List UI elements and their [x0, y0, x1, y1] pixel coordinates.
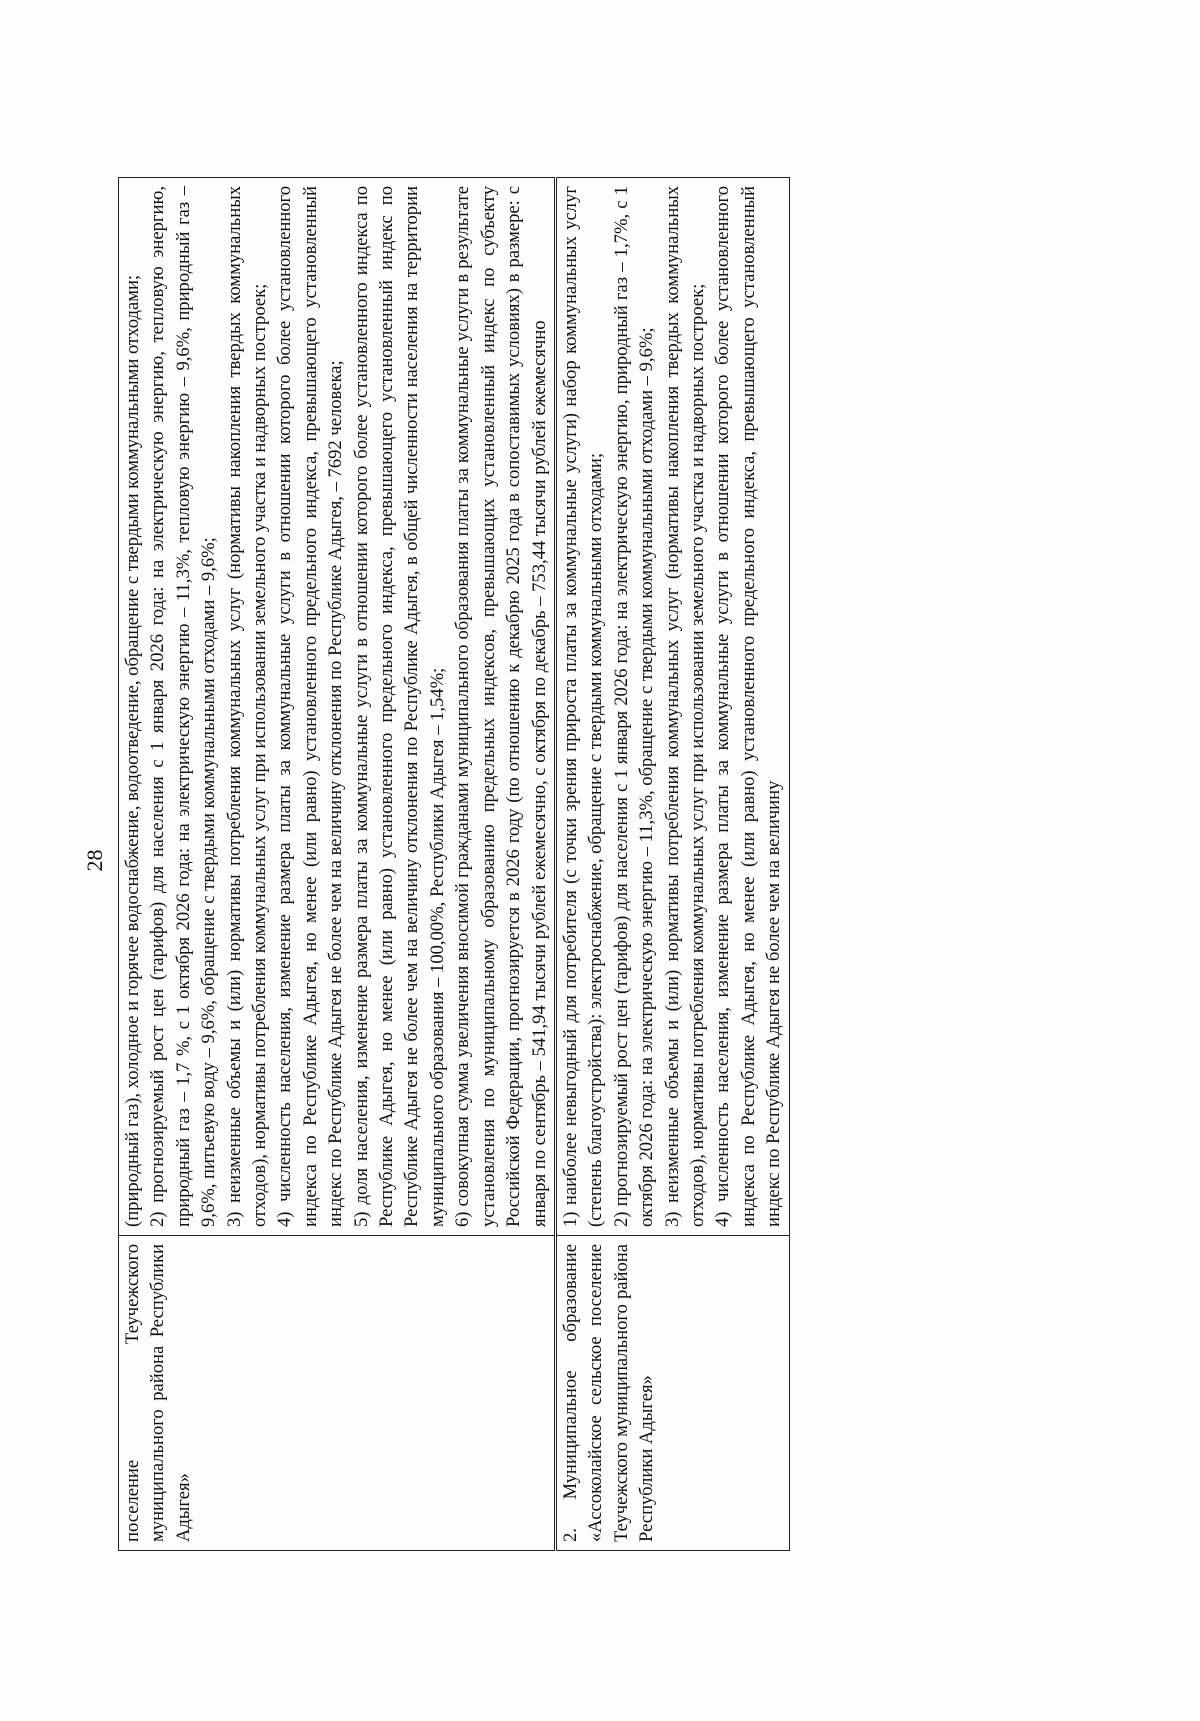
list-item: 4) численность населения, изменение размера платы за коммунальные услуги в отношении которого более установленного индекса по Республике Адыгея, но менее (или равно) установленного предельного индекса, превышающего установленный индекс по Республике Адыгея не более чем на величину [712, 186, 785, 1227]
document-table [118, 177, 790, 1551]
list-item: 1) наиболее невыгодный для потребителя (с точки зрения прироста платы за коммунальные услуги) набор коммунальных услуг (степень благоустройства): электроснабжение, обращение с твердыми коммунальными отходами; [559, 186, 607, 1227]
list-item: 2) прогнозируемый рост цен (тарифов) для населения с 1 января 2026 года: на электрическую энергию, природный газ – 1,7%, с 1 октября 2026 года: на электрическую энергию – 11,3%, обращение с твердыми коммунальными отходами – 9,6%; [610, 186, 658, 1227]
table-row [555, 178, 789, 1551]
list-item: 3) неизменные объемы и (или) нормативы потребления коммунальных услуг (нормативы накопления твердых коммунальных отходов), нормативы потребления коммунальных услуг при использовании земельного участка и надворных построек; [661, 186, 708, 1227]
list-item: 2) прогнозируемый рост цен (тарифов) для населения с 1 января 2026 года: на электрическую энергию, тепловую энергию, природный газ – 1,7 %, с 1 октября 2026 года: на электрическую энергию – 11,3%, тепловую энергию – 9,6%, природный газ – 9,6%, питьевую воду – 9,6%, обращение с твердыми коммунальными отходами – 9,6%; [147, 186, 220, 1227]
table-row [119, 178, 556, 1551]
list-item: 3) неизменные объемы и (или) нормативы потребления коммунальных услуг (нормативы накопления твердых коммунальных отходов), нормативы потребления коммунальных услуг при использовании земельного участка и надворных построек; [223, 186, 271, 1227]
municipality-cell: 2. Муниципальное образование «Ассоколайское сельское поселение Теучежского муниципального района Республики Адыгея» [555, 1236, 789, 1551]
list-item: 5) доля населения, изменение размера платы за коммунальные услуги в отношении которого более установленного индекса по Республике Адыгея, но менее (или равно) установленного предельного индекса, превышающего установленный индекс по Республике Адыгея не более чем на величину отклонения по Республике Адыгея, в общей численности населения на территории муниципального образования – 100,00%, Республики Адыгея – 1,54%; [350, 186, 448, 1227]
list-item: 4) численность населения, изменение размера платы за коммунальные услуги в отношении которого более установленного индекса по Республике Адыгея, но менее (или равно) установленного предельного индекса, превышающего установленный индекс по Республике Адыгея не более чем на величину отклонения по Республике Адыгея, – 7692 человека; [274, 186, 347, 1227]
details-cell [119, 178, 556, 1236]
list-item: 6) совокупная сумма увеличения вносимой гражданами муниципального образования платы за коммунальные услуги в результате установления по муниципальному образованию предельных индексов, превышающих установленный индекс по субъекту Российской Федерации, прогнозируется в 2026 году (по отношению к декабрю 2025 года в сопоставимых условиях) в размере: с января по сентябрь – 541,94 тысячи рублей ежемесячно, с октября по декабрь – 753,44 тысячи рублей ежемесячно [452, 186, 550, 1227]
list-item: (природный газ), холодное и горячее водоснабжение, водоотведение, обращение с твердыми коммунальными отходами; [122, 274, 143, 1227]
details-cell [555, 178, 789, 1236]
municipality-cell: поселение Теучежского муниципального района Республики Адыгея» [119, 1236, 556, 1551]
page-number: 28 [82, 849, 107, 872]
